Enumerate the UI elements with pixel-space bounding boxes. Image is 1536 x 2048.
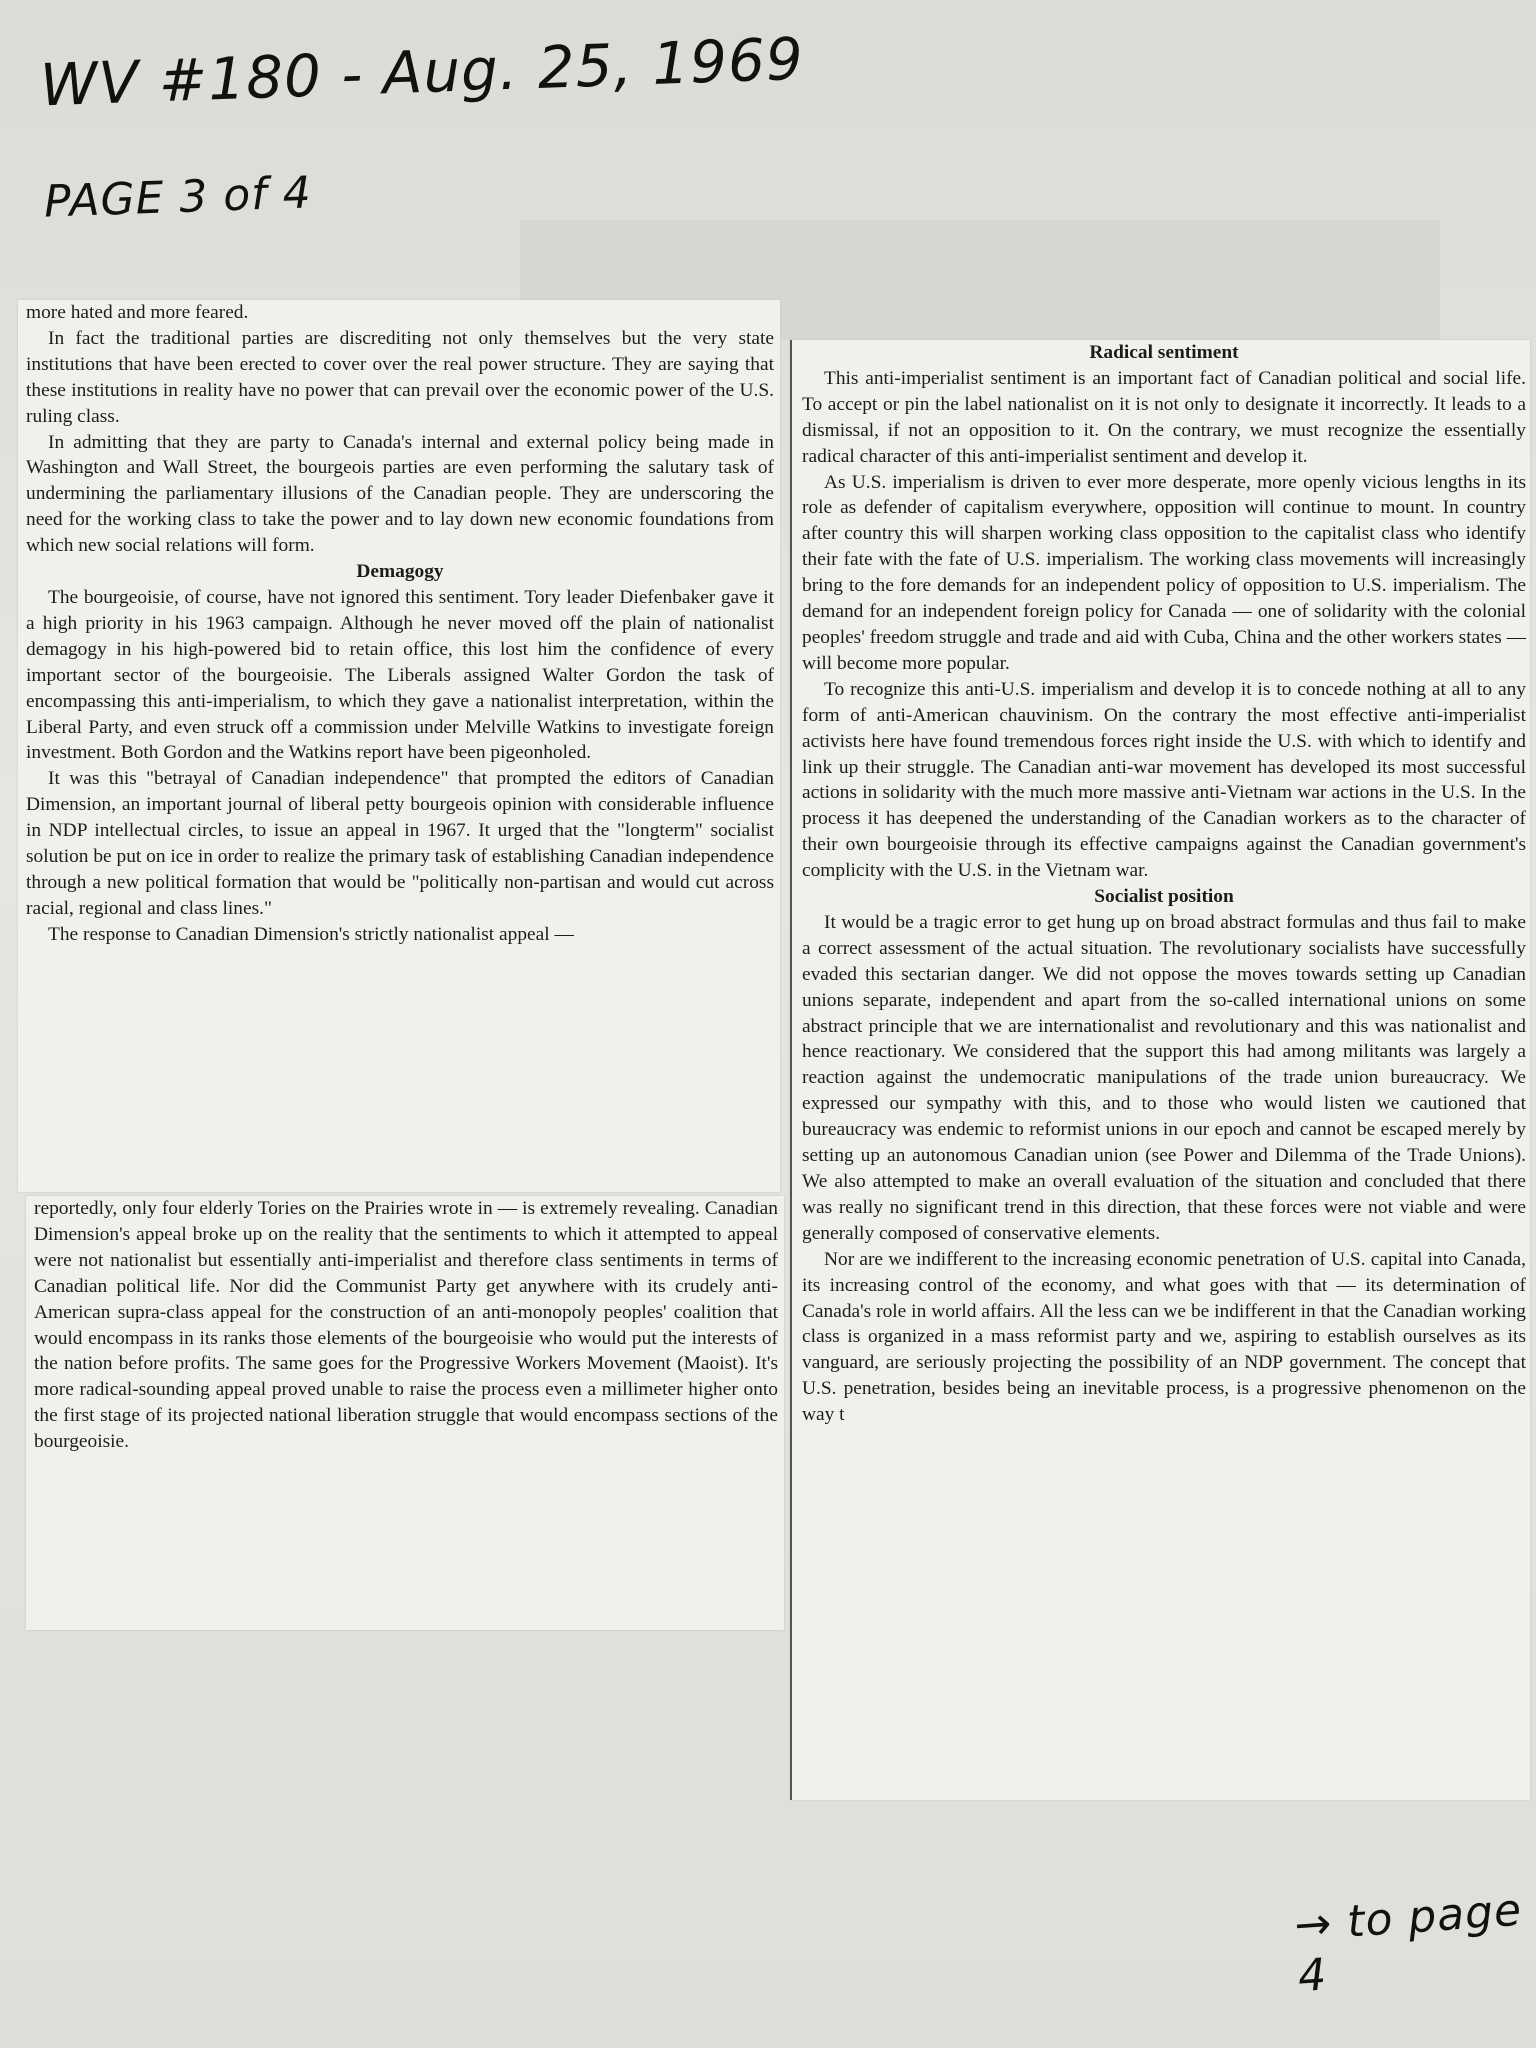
- right-column-clipping: [790, 340, 1530, 1800]
- handwritten-title: WV #180 - Aug. 25, 1969: [39, 24, 805, 120]
- paragraph: This anti-imperialist sentiment is an important fact of Canadian political and social life. To accept or pin the label nationalist on it is not only to designate it incorrectly. It leads to a dismissal, if not an opposition to it. On the contrary, we must recognize the essentially radical character of this anti-imperialist sentiment and develop it.: [802, 367, 1526, 467]
- paragraph: It was this "betrayal of Canadian independence" that prompted the editors of Canadian Dimension, an important journal of liberal petty bourgeois opinion with considerable influence in NDP intellectual circles, to issue an appeal in 1967. It urged that the "longterm" socialist solution be put on ice in order to realize the primary task of establishing Canadian independence through a new political formation that would be "politically non-partisan and would cut across racial, regional and class lines.": [26, 768, 774, 919]
- paragraph: In admitting that they are party to Canada's internal and external policy being made in Washington and Wall Street, the bourgeois parties are even performing the salutary task of undermining the parliamentary illusions of the Canadian people. They are underscoring the need for the working class to take the power and to lay down new economic foundations from which new social relations will form.: [26, 431, 774, 557]
- handwritten-continuation-note: → to page 4: [1292, 1884, 1524, 2003]
- paragraph: As U.S. imperialism is driven to ever more desperate, more openly vicious lengths in its role as defender of capitalism everywhere, opposition will continue to mount. In country after country this will sharpen working class opposition to the capitalist class who identify their fate with the fate of U.S. imperialism. The working class movements will increasingly bring to the fore demands for an independent policy of opposition to U.S. imperialism. The demand for an independent foreign policy for Canada — one of solidarity with the colonial peoples' freedom struggle and trade and aid with Cuba, China and the other workers states — will become more popular.: [802, 471, 1526, 674]
- section-heading-socialist-position: Socialist position: [1094, 886, 1234, 908]
- paragraph: To recognize this anti-U.S. imperialism and develop it is to concede nothing at all to any form of anti-American chauvinism. On the contrary the most effective anti-imperialist activists here have found tremendous forces right inside the U.S. with which to identify and link up their struggle. The Canadian anti-war movement has developed its most successful actions in solidarity with the much more massive anti-Vietnam war actions in the U.S. In the process it has deepened the understanding of the Canadian workers as to the character of their own bourgeoisie through its effective campaigns against the Canadian government's complicity with the U.S. in the Vietnam war.: [802, 678, 1526, 882]
- paragraph: more hated and more feared.: [26, 302, 249, 323]
- paragraph: The response to Canadian Dimension's strictly nationalist appeal —: [48, 923, 574, 945]
- handwritten-page-number: PAGE 3 of 4: [43, 167, 313, 228]
- paragraph: The bourgeoisie, of course, have not ignored this sentiment. Tory leader Diefenbaker gave it a high priority in his 1963 campaign. Although he never moved off the plain of nationalist demagogy in his high-powered bid to retain office, this lost him the confidence of every important sector of the bourgeoisie. The Liberals assigned Walter Gordon the task of encompassing this anti-imperialism, to which they gave a nationalist interpretation, within the Liberal Party, and even struck off a commission under Melville Watkins to investigate foreign investment. Both Gordon and the Watkins report have been pigeonholed.: [26, 586, 774, 764]
- section-heading-radical-sentiment: Radical sentiment: [1089, 342, 1239, 363]
- section-heading-demagogy: Demagogy: [356, 561, 444, 583]
- paragraph: In fact the traditional parties are discrediting not only themselves but the very state institutions that have been erected to cover over the real power structure. They are saying that these institutions in reality have no power that can prevail over the economic power of the U.S. ruling class.: [26, 327, 774, 427]
- paragraph: Nor are we indifferent to the increasing economic penetration of U.S. capital into Canada, its increasing control of the economy, and what goes with that — its determination of Canada's role in world affairs. All the less can we be indifferent in that the Canadian working class is organized in a mass reformist party and we, aspiring to establish ourselves as its vanguard, are seriously projecting the possibility of an NDP government. The concept that U.S. penetration, besides being an inevitable process, is a progressive phenomenon on the way t: [802, 1248, 1526, 1426]
- left-column-clipping-top: [18, 300, 780, 1192]
- left-column-clipping-bottom: [26, 1196, 784, 1630]
- paragraph: It would be a tragic error to get hung up on broad abstract formulas and thus fail to make a correct assessment of the actual situation. The revolutionary socialists have successfully evaded this sectarian danger. We did not oppose the moves towards setting up Canadian unions separate, independent and apart from the so-called international unions on some abstract principle that we are internationalist and revolutionary and this was nationalist and hence reactionary. We considered that the support this had among militants was largely a reaction against the undemocratic manipulations of the trade union bureaucracy. We expressed our sympathy with this, and to those who would listen we cautioned that bureaucracy was endemic to reformist unions in our epoch and cannot be escaped merely by setting up an autonomous Canadian union (see Power and Dilemma of the Trade Unions). We also attempted to make an overall evaluation of the situation and concluded that there was really no significant trend in this direction, that these forces were not viable and were generally composed of conservative elements.: [802, 911, 1526, 1244]
- paragraph: reportedly, only four elderly Tories on the Prairies wrote in — is extremely revealing. Canadian Dimension's appeal broke up on the reality that the sentiments to which it attempted to appeal were not nationalist but essentially anti-imperialist and therefore class sentiments in terms of Canadian political life. Nor did the Communist Party get anywhere with its crudely anti-American supra-class appeal for the construction of an anti-monopoly peoples' coalition that would encompass in its ranks those elements of the bourgeoisie who would put the interests of the nation before profits. The same goes for the Progressive Workers Movement (Maoist). It's more radical-sounding appeal proved unable to raise the process even a millimeter higher onto the first stage of its projected national liberation struggle that would encompass sections of the bourgeoisie.: [34, 1198, 778, 1453]
